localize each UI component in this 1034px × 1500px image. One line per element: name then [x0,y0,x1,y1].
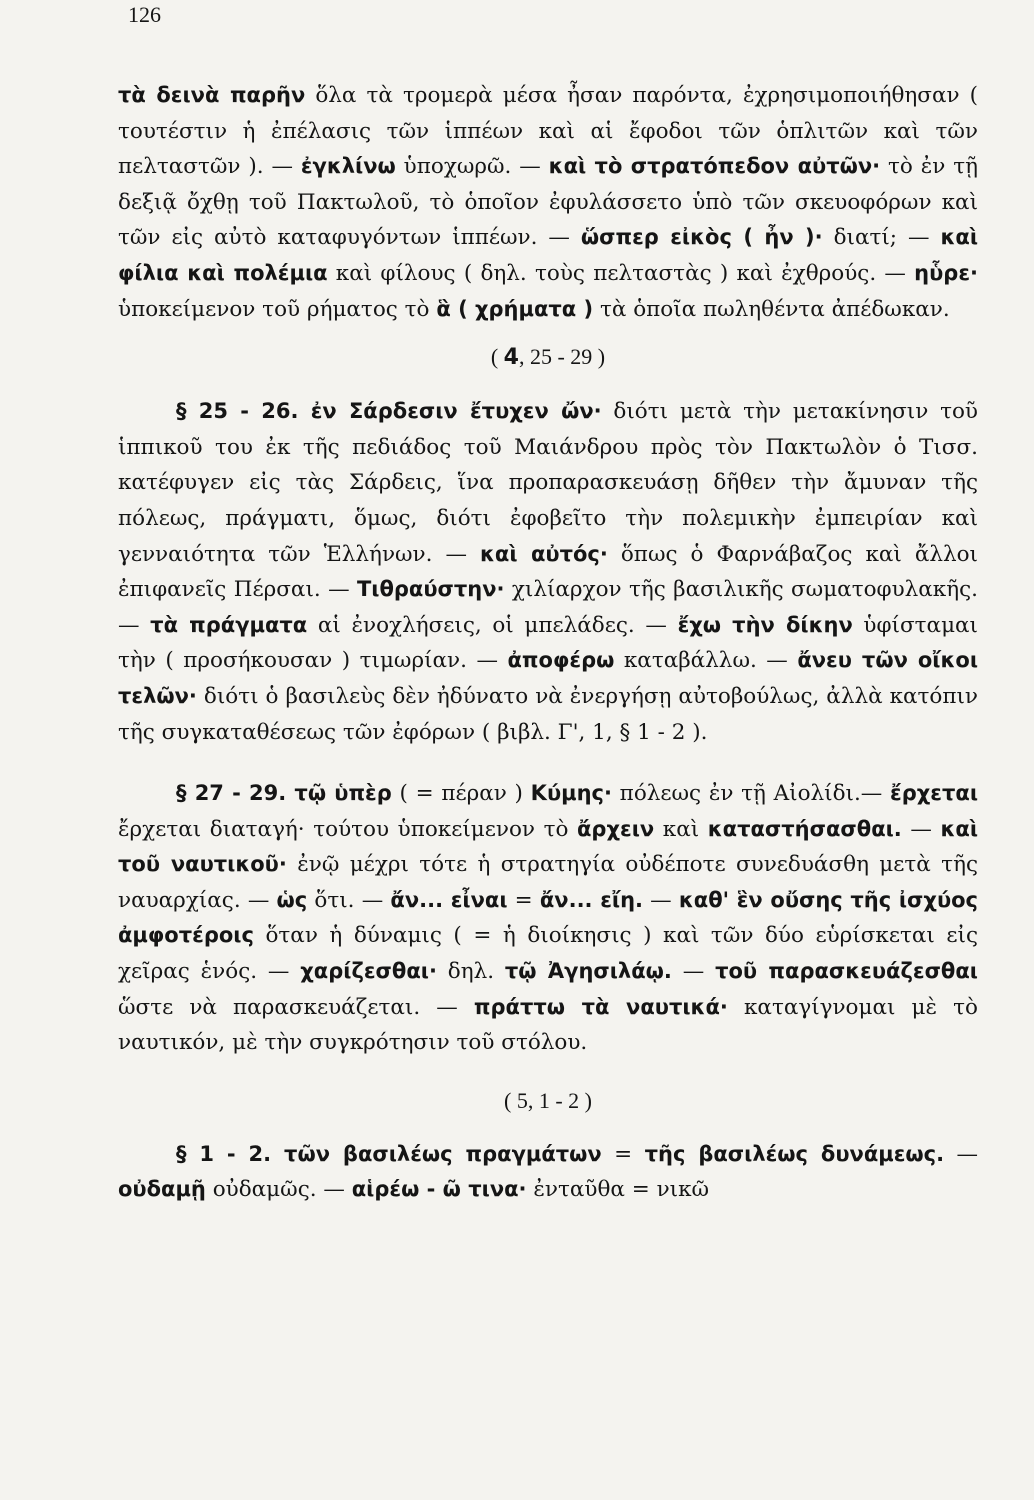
lemma-term: χαρίζεσθαι· [300,959,437,984]
gloss-text: = [601,1141,645,1167]
commentary-paragraph-3 [118,776,978,1061]
gloss-text: ( = πέραν ) [391,781,531,807]
gloss-text: ὑποκείμενον τοῦ ρήματος τὸ [118,296,437,322]
gloss-text: διατί; — [822,225,941,251]
gloss-text: καταβάλλω. — [614,648,798,674]
gloss-text: πόλεως ἐν τῇ Αἰολίδι.— [611,781,891,807]
lemma-term: οὐδαμῇ [118,1177,206,1202]
page-number: 126 [128,2,161,27]
lemma-term: ὡς [276,887,308,912]
lemma-term: § 1 - 2. τῶν βασιλέως πραγμάτων [176,1141,602,1166]
gloss-text: ἐνταῦθα = νικῶ [526,1177,710,1203]
lemma-term: καὶ φίλια καὶ πολέμια [118,225,978,285]
lemma-term: ἐγκλίνω [300,154,396,179]
lemma-term: τοῦ παρασκευάζεσθαι [715,959,978,984]
gloss-text: αἱ ἐνοχλήσεις, οἱ μπελάδες. — [307,612,678,638]
gloss-text: διότι ὁ βασιλεὺς δὲν ἠδύνατο νὰ ἐνεργήσῃ αὐτοβούλως, ἀλλὰ κατόπιν τῆς συγκαταθέσεως τῶν ἐφόρων ( βιβλ. Γ', 1, § 1 - 2 ). [118,683,978,745]
section-heading-4-25-29 [118,339,978,376]
gloss-text: — [944,1141,978,1167]
gloss-text: οὐδαμῶς. — [205,1177,352,1203]
gloss-text: τὸ ἐν τῇ δεξιᾷ ὄχθῃ τοῦ Πακτωλοῦ, τὸ ὁποῖον ἐφυλάσσετο ὑπὸ τῶν σκευοφόρων καὶ τῶν εἰς αὐτὸ καταφυγόντων ἱππέων. — [118,154,978,251]
gloss-text: ὅλα τὰ τρομερὰ μέσα ἦσαν παρόντα, ἐχρησιμοποιήθησαν ( τουτέστιν ἡ ἐπέλασις τῶν ἱππέων καὶ αἱ ἔφοδοι τῶν ὁπλιτῶν καὶ τῶν πελταστῶν ). — [118,83,978,180]
gloss-text: καὶ [654,816,708,842]
lemma-term: καὶ τοῦ ναυτικοῦ· [118,816,979,877]
lemma-term: Κύμης· [530,781,612,806]
lemma-term: § 25 - 26. ἐν Σάρδεσιν ἔτυχεν ὤν· [176,399,602,424]
gloss-text: τὰ ὁποῖα πωληθέντα ἀπέδωκαν. [593,296,950,322]
heading-open: ( [504,1087,517,1113]
page-body [118,78,978,1208]
lemma-term: ἔρχεται [890,781,978,806]
lemma-term: ἔχω τὴν δίκην [677,612,853,637]
lemma-term: καὶ αὐτός· [479,541,608,566]
lemma-term: ἀποφέρω [507,648,615,673]
lemma-term: ἄνευ τῶν οἴκοι τελῶν· [118,648,978,708]
lemma-term: καθ' ἓν οὔσης τῆς ἰσχύος ἀμφοτέροις [118,887,979,948]
lemma-term: ἄν... εἶναι [390,887,508,912]
gloss-text: διότι μετὰ τὴν μετακίνησιν τοῦ ἱππικοῦ του ἐκ τῆς πεδιάδος τοῦ Μαιάνδρου πρὸς τὸν Πακτωλὸν ὁ Τισσ. κατέφυγεν εἰς τὰς Σάρδεις, ἵνα προπαρασκευάσῃ δῆθεν τὴν ἄμυναν τῆς πόλεως, πράγματι, ὅμως, διότι ἐφοβεῖτο τὴν πολεμικὴν ἐμπειρίαν καὶ γενναιότητα τῶν Ἑλλήνων. — [118,399,978,567]
lemma-term: τὰ πράγματα [150,612,308,637]
lemma-term: § 27 - 29. τῷ ὑπὲρ [176,781,392,806]
lemma-term: ἄρχειν [577,816,655,841]
lemma-term: καταστήσασθαι. [707,816,902,841]
lemma-term: ἃ ( χρήματα ) [436,296,594,321]
gloss-text: = [507,887,540,913]
gloss-text: ἔρχεται διαταγή· τούτου ὑποκείμενον τὸ [118,816,577,842]
commentary-paragraph-2 [118,394,978,750]
gloss-text: δηλ. [436,959,505,985]
heading-book: 4 [503,345,519,371]
heading-range: , 25 - 29 ) [518,344,606,370]
gloss-text: καὶ φίλους ( δηλ. τοὺς πελταστὰς ) καὶ ἐχθρούς. — [327,260,915,286]
lemma-term: τὰ δεινὰ παρῆν [118,83,306,107]
commentary-paragraph-4 [118,1137,978,1208]
gloss-text: — [643,887,679,913]
gloss-text: ὅταν ἡ δύναμις ( = ἡ διοίκησις ) καὶ τῶν δύο εὑρίσκεται εἰς χεῖρας ἑνός. — [118,923,978,985]
gloss-text: καταγίγνομαι μὲ τὸ ναυτικόν, μὲ τὴν συγκρότησιν τοῦ στόλου. [118,994,978,1056]
heading-range: 5, 1 - 2 ) [516,1087,592,1113]
gloss-text: ὑφίσταμαι τὴν ( προσήκουσαν ) τιμωρίαν. — [118,612,978,674]
lemma-term: πράττω τὰ ναυτικά· [473,994,728,1019]
gloss-text: ἐνῷ μέχρι τότε ἡ στρατηγία οὐδέποτε συνεδυάσθη μετὰ τῆς ναυαρχίας. — [118,852,979,913]
section-heading-5-1-2 [118,1083,978,1119]
lemma-term: ηὗρε· [914,260,978,285]
lemma-term: Τιθραύστην· [356,577,505,602]
gloss-text: ὅπως ὁ Φαρνάβαζος καὶ ἄλλοι ἐπιφανεῖς Πέρσαι. — [118,541,978,603]
gloss-text: — [901,816,941,842]
lemma-term: τῆς βασιλέως δυνάμεως. [644,1141,945,1166]
lemma-term: καὶ τὸ στρατόπεδον αὐτῶν· [548,154,881,179]
gloss-text: χιλίαρχον τῆς βασιλικῆς σωματοφυλακῆς. — [118,577,979,638]
lemma-term: ὥσπερ εἰκὸς ( ἦν )· [580,225,823,250]
lemma-term: αἱρέω - ῶ τινα· [351,1177,527,1202]
commentary-paragraph-1 [118,78,978,327]
lemma-term: ἄν... εἴη. [539,887,643,912]
gloss-text: — [671,959,716,985]
gloss-text: ὅτι. — [307,887,391,913]
lemma-term: τῷ Ἀγησιλάῳ. [504,959,672,984]
heading-open: ( [490,344,504,370]
gloss-text: ὑποχωρῶ. — [395,154,549,180]
gloss-text: ὥστε νὰ παρασκευάζεται. — [118,994,474,1020]
